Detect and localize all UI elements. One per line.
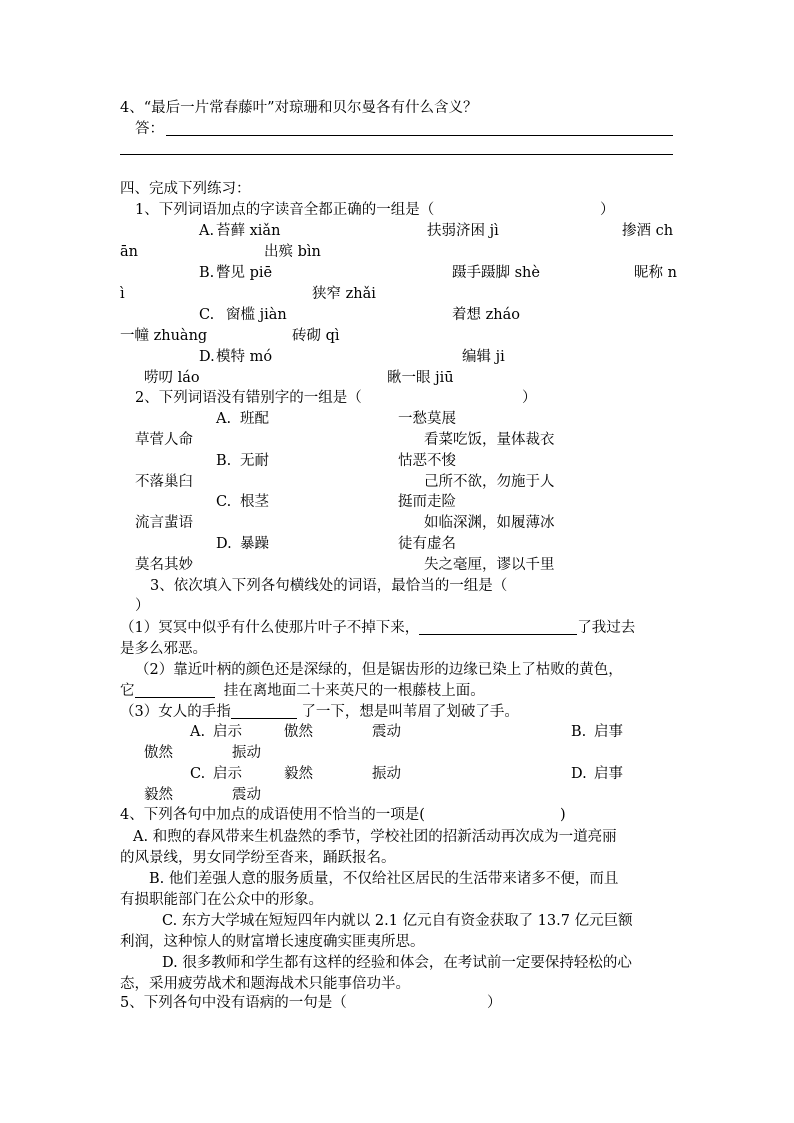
ex2-option-b-word-3: 不落巢臼 (135, 474, 193, 490)
ex4-option-d: D. 很多教师和学生都有这样的经验和体会，在考试前一定要保持轻松的心 (162, 955, 632, 971)
ex4-option-c: C. 东方大学城在短短四年内就以 2.1 亿元自有资金获取了 13.7 亿元巨额 (162, 913, 633, 929)
ex2-option-c-word-3: 流言蜚语 (135, 515, 193, 531)
ex1-option-a-word-2: 扶弱济困 jì (427, 223, 499, 239)
question-4: 4、“最后一片常春藤叶”对琼珊和贝尔曼各有什么含义？ (120, 100, 478, 116)
ex1-stem: 1、下列词语加点的字读音全都正确的一组是（ (135, 202, 435, 218)
ex3-answer-close: ） (135, 598, 150, 614)
ex3-sentence-2-blank[interactable] (135, 681, 215, 698)
ex3-option-c-word-1: 启示 (213, 766, 242, 782)
ex2-option-b-word-4: 己所不欲，勿施于人 (424, 474, 555, 490)
ex4-option-b: B. 他们差强人意的服务质量，不仅给社区居民的生活带来诸多不便，而且 (149, 871, 619, 887)
ex3-sentence-1-cont: 是多么邪恶。 (120, 641, 207, 657)
ex4-option-d-cont: 态，采用疲劳战术和题海战术只能事倍功半。 (120, 976, 410, 992)
ex3-option-d-word-3: 震动 (232, 787, 261, 803)
ex3-option-c-word-2: 毅然 (284, 766, 313, 782)
ex3-option-a-letter: A. (190, 724, 206, 740)
ex3-sentence-1-blank[interactable] (419, 618, 577, 635)
ex5-answer-close: ） (487, 995, 502, 1011)
ex1-option-b-letter: B. (199, 265, 215, 281)
ex1-option-d-word-3: 唠叨 láo (144, 370, 200, 386)
ex4-stem: 4、下列各句中加点的成语使用不恰当的一项是( (120, 807, 425, 823)
answer-line-2[interactable] (120, 154, 673, 155)
ex2-option-d-word-1: 暴躁 (240, 536, 269, 552)
ex3-option-c-word-3: 振动 (372, 766, 401, 782)
ex1-option-c-word-2: 着想 zháo (452, 307, 520, 323)
ex3-sentence-2: （2）靠近叶柄的颜色还是深绿的，但是锯齿形的边缘已染上了枯败的黄色， (135, 662, 623, 678)
ex2-option-d-word-2: 徒有虚名 (398, 536, 456, 552)
ex1-option-d-word-1: 模特 mó (216, 349, 273, 365)
ex3-sentence-2-cont: 它 挂在离地面二十来英尺的一根藤枝上面。 (120, 683, 485, 699)
ex1-option-b-word-2: 蹑手蹑脚 shè (452, 265, 540, 281)
ex3-option-a-word-3: 震动 (372, 724, 401, 740)
ex3-sentence-3: （3）女人的手指 了一下，想是叫苇眉了划破了手。 (120, 704, 519, 720)
ex2-option-a-letter: A. (216, 411, 232, 427)
ex2-option-d-word-3: 莫名其妙 (135, 557, 193, 573)
ex2-option-c-word-1: 根茎 (240, 494, 269, 510)
ex2-option-b-word-2: 怙恶不悛 (398, 453, 456, 469)
ex2-option-a-word-1: 班配 (240, 411, 269, 427)
ex3-option-d-word-2: 毅然 (144, 787, 173, 803)
ex1-option-d-word-4: 瞅一眼 jiū (387, 370, 454, 386)
ex1-option-b-word-3: 昵称 n (634, 265, 677, 281)
ex2-stem: 2、下列词语没有错别字的一组是（ (135, 390, 362, 406)
ex2-option-c-letter: C. (216, 494, 232, 510)
ex1-option-c-word-3: 一幢 zhuàng (120, 328, 208, 344)
ex2-option-b-word-1: 无耐 (240, 453, 269, 469)
ex4-answer-close: ) (560, 807, 566, 823)
ex1-option-a-word-4: 出殡 bìn (264, 244, 321, 260)
ex5-stem: 5、下列各句中没有语病的一句是（ (120, 995, 347, 1011)
ex3-option-b-word-3: 振动 (232, 745, 261, 761)
ex2-option-a-word-3: 草菅人命 (135, 432, 193, 448)
ex3-option-a-word-2: 傲然 (284, 724, 313, 740)
ex2-answer-close: ） (522, 390, 537, 406)
ex1-option-d-word-2: 编辑 ji (462, 349, 505, 365)
ex2-option-a-word-4: 看菜吃饭，量体裁衣 (424, 432, 555, 448)
ex1-option-a-word-3-cont: ān (120, 244, 138, 260)
ex2-option-a-word-2: 一愁莫展 (398, 411, 456, 427)
answer-label: 答： (135, 121, 164, 137)
ex4-option-a: A. 和煦的春风带来生机盎然的季节，学校社团的招新活动再次成为一道亮丽 (133, 829, 617, 845)
ex1-option-b-word-1: 瞥见 piē (216, 265, 273, 281)
ex3-sentence-1: （1）冥冥中似乎有什么使那片叶子不掉下来， 了我过去 (120, 620, 636, 636)
ex3-stem: 3、依次填入下列各句横线处的词语，最恰当的一组是（ (150, 578, 508, 594)
ex1-option-c-letter: C. (199, 307, 215, 323)
answer-line-1[interactable] (166, 135, 673, 136)
ex3-option-c-letter: C. (190, 766, 206, 782)
ex4-option-b-cont: 有损职能部门在公众中的形象。 (120, 892, 323, 908)
ex2-option-d-letter: D. (216, 536, 232, 552)
ex3-option-a-word-1: 启示 (213, 724, 242, 740)
ex3-option-b-word-1: 启事 (594, 724, 623, 740)
ex2-option-d-word-4: 失之毫厘，谬以千里 (424, 557, 555, 573)
ex1-option-b-word-3-cont: ì (120, 286, 125, 302)
ex2-option-b-letter: B. (216, 453, 232, 469)
ex1-option-a-letter: A. (199, 223, 215, 239)
ex1-answer-close: ） (600, 202, 615, 218)
ex2-option-c-word-4: 如临深渊，如履薄冰 (424, 515, 555, 531)
ex4-option-c-cont: 利润，这种惊人的财富增长速度确实匪夷所思。 (120, 934, 425, 950)
ex1-option-a-word-1: 苔藓 xiǎn (216, 223, 281, 239)
ex1-option-a-word-3: 掺酒 ch (622, 223, 674, 239)
ex1-option-b-word-4: 狭窄 zhǎi (312, 286, 376, 302)
ex3-option-d-word-1: 启事 (594, 766, 623, 782)
ex3-option-b-letter: B. (571, 724, 587, 740)
ex3-sentence-3-blank[interactable] (231, 702, 297, 719)
ex1-option-d-letter: D. (199, 349, 215, 365)
ex3-option-d-letter: D. (571, 766, 587, 782)
section-heading: 四、完成下列练习： (120, 181, 251, 197)
ex2-option-c-word-2: 挺而走险 (398, 494, 456, 510)
ex4-option-a-cont: 的风景线，男女同学纷至沓来，踊跃报名。 (120, 850, 396, 866)
ex1-option-c-word-1: 窗槛 jiàn (226, 307, 287, 323)
ex3-option-b-word-2: 傲然 (144, 745, 173, 761)
ex1-option-c-word-4: 砖砌 qì (292, 328, 340, 344)
